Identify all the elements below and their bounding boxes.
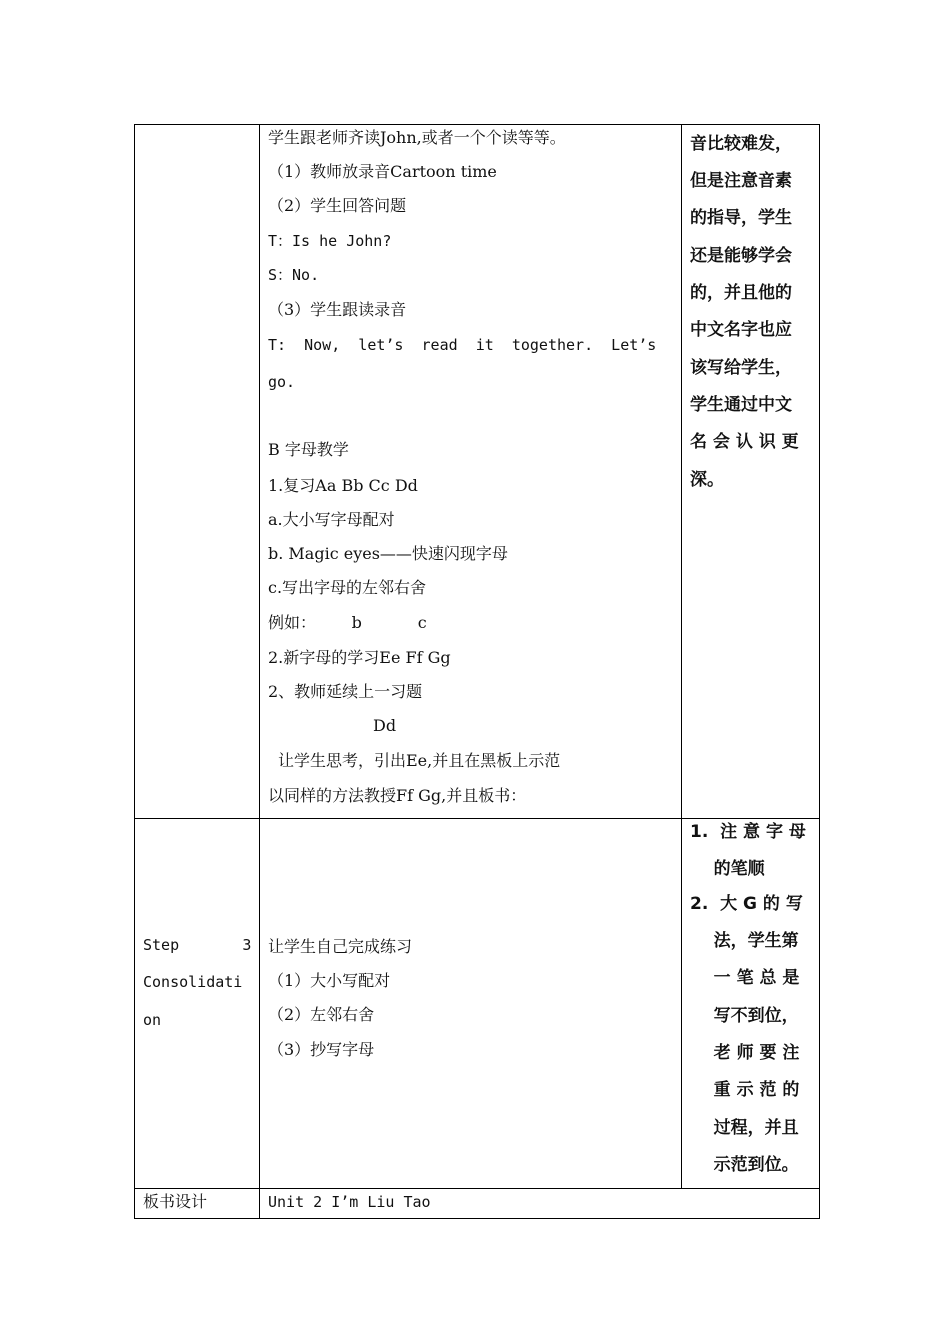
table-right-border bbox=[819, 124, 820, 1219]
note-line: 深。 bbox=[690, 470, 724, 490]
note-line: 但是注意音素 bbox=[690, 171, 792, 191]
content-line: B 字母教学 bbox=[268, 440, 349, 459]
content-line: 2.新字母的学习Ee Ff Gg bbox=[268, 648, 451, 667]
content-line: Dd bbox=[373, 716, 397, 735]
board-design-content: Unit 2 I’m Liu Tao bbox=[268, 1193, 431, 1211]
step-line: Step 3 bbox=[143, 936, 252, 954]
content-line: （1）大小写配对 bbox=[268, 971, 391, 990]
row-divider-2 bbox=[134, 1188, 820, 1189]
content-line: （2）左邻右舍 bbox=[268, 1005, 375, 1024]
step-line: on bbox=[143, 1011, 162, 1029]
note-line: 重 示 范 的 bbox=[690, 1080, 800, 1100]
content-line: T: Now, let’s read it together. Let’s bbox=[268, 336, 657, 354]
note-line: 2. 大 G 的 写 bbox=[690, 894, 803, 914]
note-line: 老 师 要 注 bbox=[690, 1043, 800, 1063]
content-line: （3）学生跟读录音 bbox=[268, 300, 407, 319]
content-line: 以同样的方法教授Ff Gg,并且板书： bbox=[268, 786, 527, 805]
note-line: 写不到位， bbox=[690, 1006, 799, 1026]
note-line: 中文名字也应 bbox=[690, 320, 792, 340]
note-line: 的，并且他的 bbox=[690, 283, 792, 303]
note-line: 的指导，学生 bbox=[690, 208, 792, 228]
content-line: 1.复习Aa Bb Cc Dd bbox=[268, 476, 418, 495]
note-line: 过程，并且 bbox=[690, 1118, 799, 1138]
content-line: （2）学生回答问题 bbox=[268, 196, 407, 215]
content-line: 让学生自己完成练习 bbox=[268, 937, 413, 956]
note-line: 还是能够学会 bbox=[690, 246, 792, 266]
content-line: （1）教师放录音Cartoon time bbox=[268, 162, 497, 181]
content-line: 例如： b c bbox=[268, 613, 427, 632]
note-line: 名 会 认 识 更 bbox=[690, 432, 799, 452]
step-line: Consolidati bbox=[143, 973, 243, 991]
content-line: 学生跟老师齐读John,或者一个个读等等。 bbox=[268, 128, 566, 147]
column-divider-1 bbox=[259, 124, 260, 1219]
content-line: c.写出字母的左邻右舍 bbox=[268, 578, 427, 597]
note-line: 1. 注 意 字 母 bbox=[690, 822, 806, 842]
row-divider-1 bbox=[134, 818, 820, 819]
column-divider-2 bbox=[681, 124, 682, 1189]
note-line: 学生通过中文 bbox=[690, 395, 792, 415]
content-line: 2、教师延续上一习题 bbox=[268, 682, 423, 701]
note-line: 一 笔 总 是 bbox=[690, 968, 800, 988]
content-line: S：No. bbox=[268, 266, 320, 284]
content-line: a.大小写字母配对 bbox=[268, 510, 395, 529]
content-line: T：Is he John? bbox=[268, 232, 392, 250]
content-line: 让学生思考，引出Ee,并且在黑板上示范 bbox=[278, 751, 561, 770]
note-line: 该写给学生， bbox=[690, 358, 792, 378]
note-line: 法，学生第 bbox=[690, 931, 799, 951]
note-line: 示范到位。 bbox=[690, 1155, 799, 1175]
board-design-label: 板书设计 bbox=[143, 1192, 208, 1211]
content-line: go. bbox=[268, 373, 296, 391]
table-left-border bbox=[134, 124, 135, 1219]
table-bottom-border bbox=[134, 1218, 820, 1219]
content-line: b. Magic eyes——快速闪现字母 bbox=[268, 544, 508, 563]
table-top-border bbox=[134, 124, 820, 125]
content-line: （3）抄写字母 bbox=[268, 1040, 375, 1059]
note-line: 的笔顺 bbox=[690, 859, 765, 879]
note-line: 音比较难发， bbox=[690, 134, 792, 154]
